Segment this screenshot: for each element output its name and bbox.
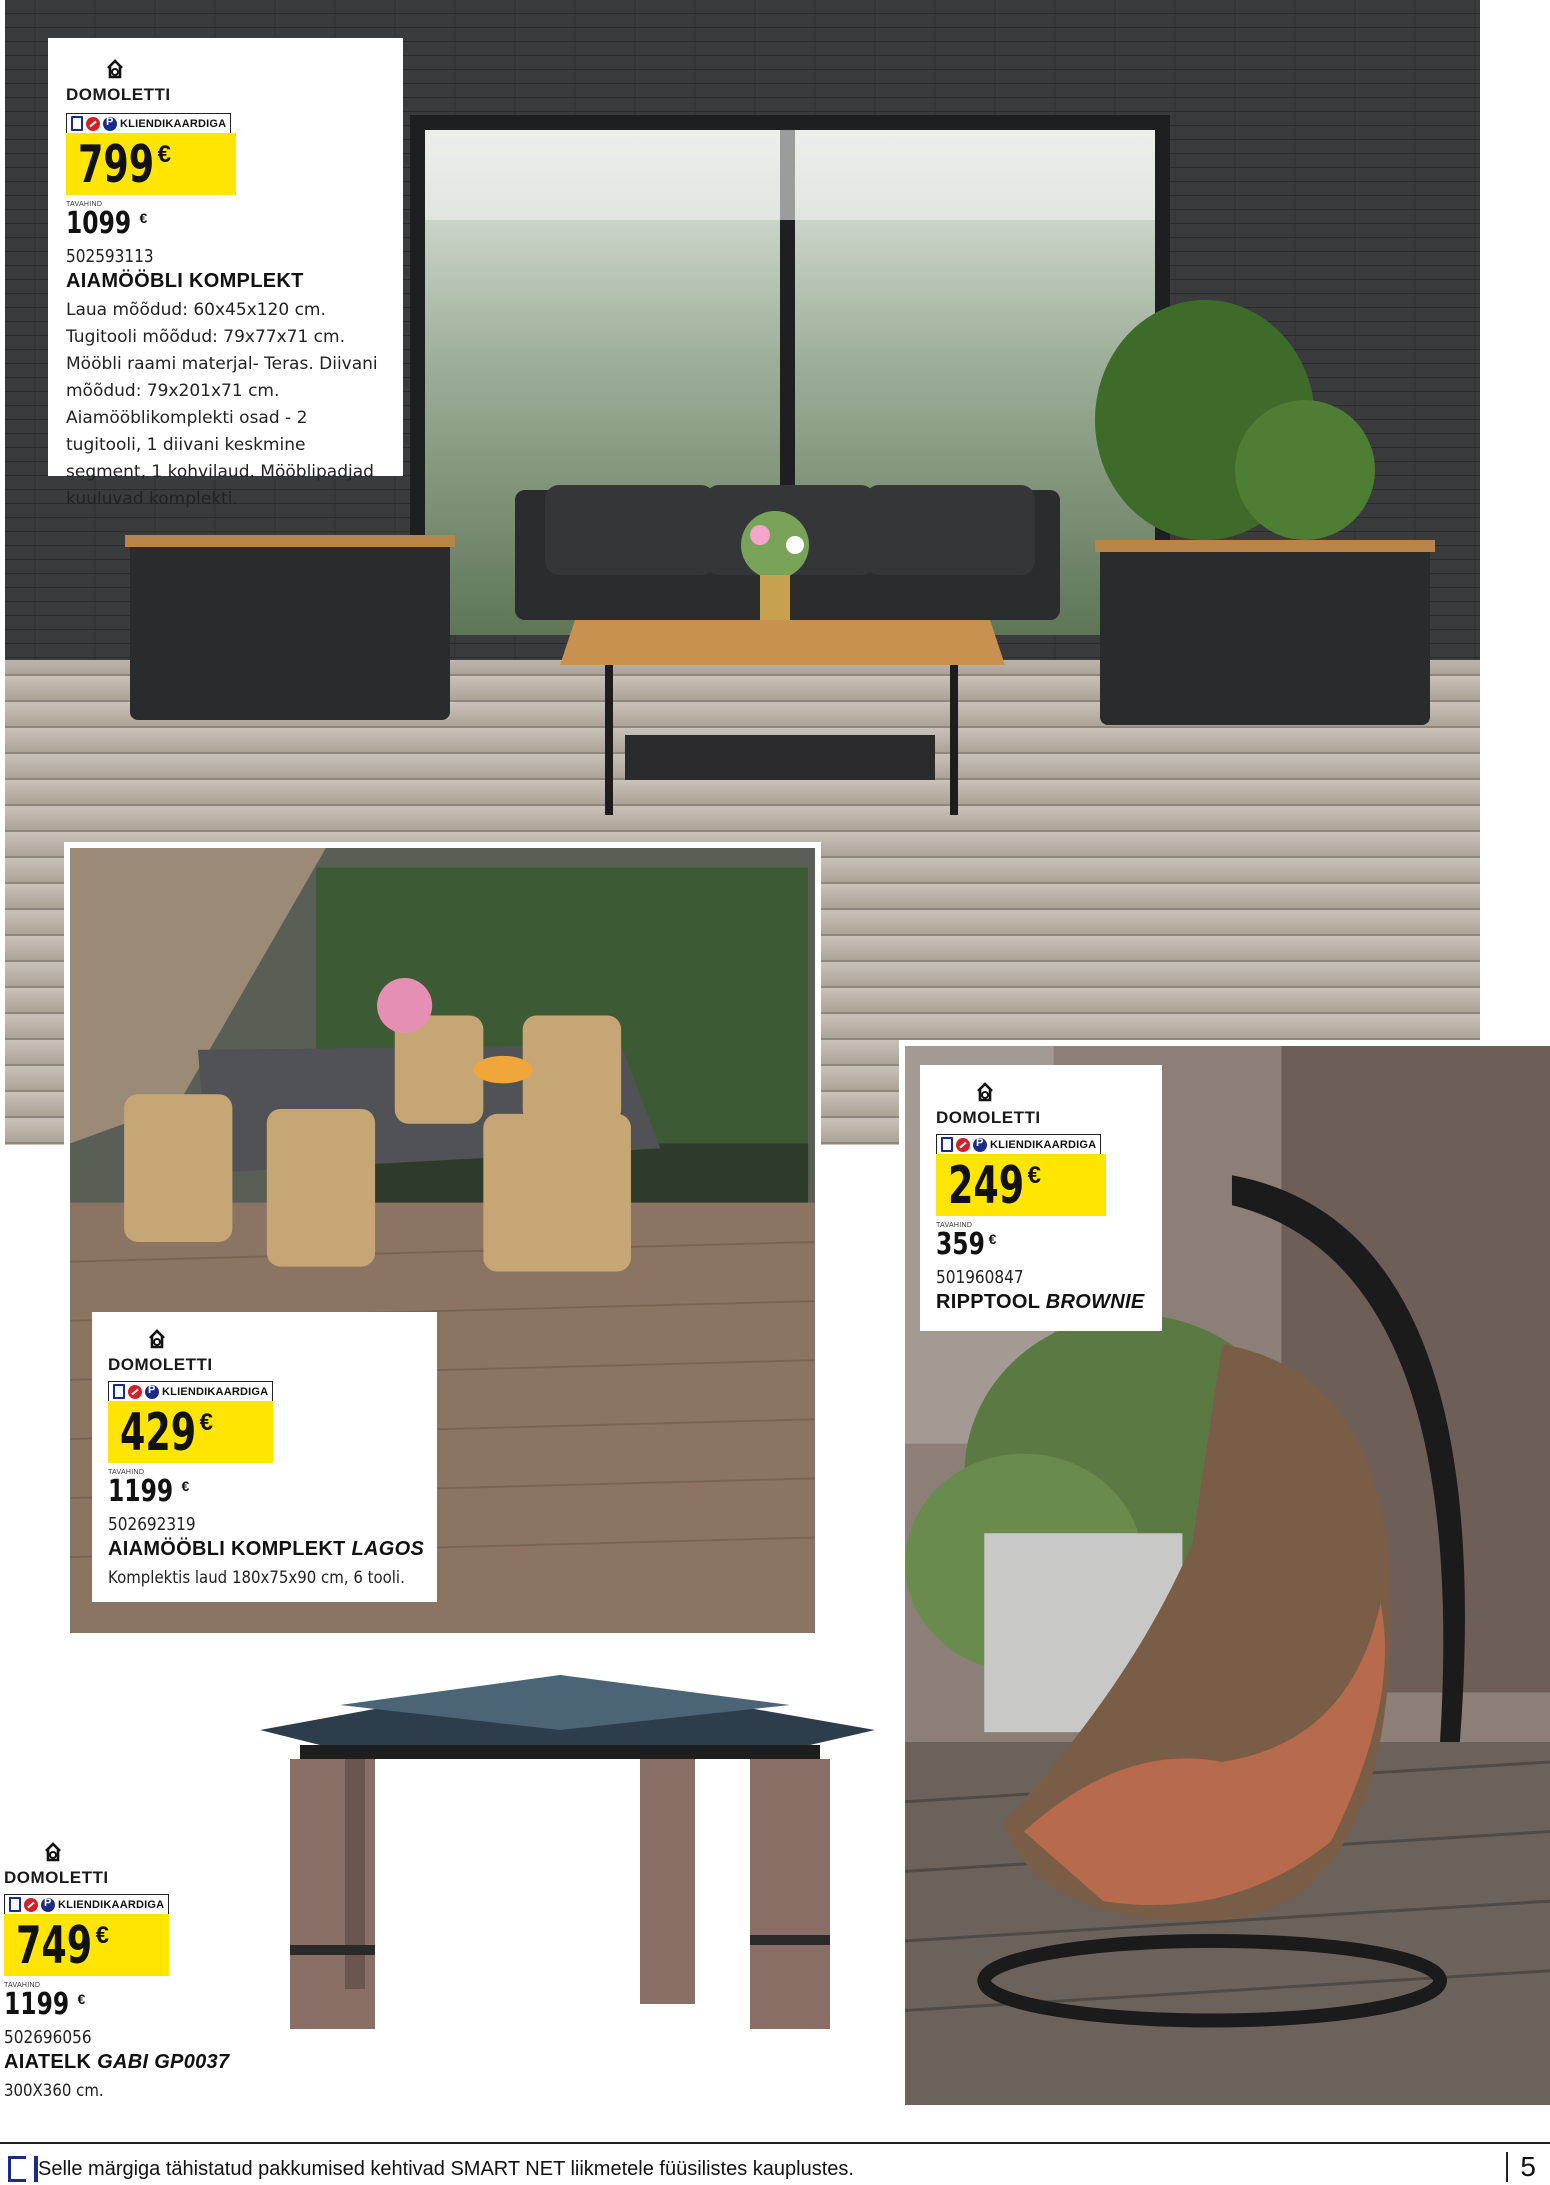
loyalty-card-icon <box>941 1137 953 1152</box>
product-sku: 502593113 <box>66 246 154 267</box>
currency-symbol: € <box>1027 1162 1042 1189</box>
smart-net-bracket-icon <box>8 2156 26 2182</box>
loyalty-label: KLIENDIKAARDIGA <box>990 1138 1097 1151</box>
product-name-text: AIAMÖÖBLI KOMPLEKT <box>108 1538 346 1560</box>
loyalty-strip <box>4 1894 169 1914</box>
regular-price <box>66 208 385 240</box>
brand-block <box>66 54 385 105</box>
domoletti-logo-icon <box>142 1324 172 1354</box>
currency-symbol: € <box>157 141 172 168</box>
regular-price-label: TAVAHIND <box>66 201 103 208</box>
regular-price-currency: € <box>988 1231 997 1247</box>
product-description: Komplektis laud 180x75x90 cm, 6 tooli. <box>108 1568 405 1588</box>
regular-price-currency: € <box>139 210 148 226</box>
regular-price <box>4 1989 246 2021</box>
no-entry-icon <box>24 1898 38 1912</box>
footer-disclaimer: Selle märgiga tähistatud pakkumised kehtivad SMART NET liikmetele füüsilistes kauplustes. <box>38 2158 854 2180</box>
product-name-model: LAGOS <box>351 1538 425 1560</box>
brand-block <box>4 1837 246 1888</box>
regular-price-label: TAVAHIND <box>936 1222 973 1229</box>
domoletti-logo-icon <box>38 1837 68 1867</box>
sale-price: 429 <box>120 1403 197 1463</box>
regular-price-value: 359 <box>936 1227 985 1262</box>
product-sku: 501960847 <box>936 1267 1024 1288</box>
no-entry-icon <box>86 117 100 131</box>
loyalty-label: KLIENDIKAARDIGA <box>58 1898 165 1911</box>
product-description: Laua mõõdud: 60x45x120 cm. Tugitooli mõõdud: 79x77x71 cm. Mööbli raami materjal- Teras. Diivani mõõdud: 79x201x71 cm. Aiamööblikomplekti osad - 2 tugitooli, 1 diivani keskmine segment, 1 kohvilaud. Mööblipadjad kuuluvad komplekti. <box>66 300 378 509</box>
price-badge <box>4 1914 169 1976</box>
loyalty-strip <box>108 1381 273 1401</box>
product-card-sofa-set <box>48 38 403 509</box>
product-name-text: AIAMÖÖBLI KOMPLEKT <box>66 270 304 292</box>
page-footer <box>0 2142 1550 2185</box>
parking-icon <box>41 1898 55 1912</box>
product-card-dining-set <box>92 1312 437 1602</box>
brand-name: DOMOLETTI <box>66 85 171 104</box>
currency-symbol: € <box>199 1409 214 1436</box>
domoletti-logo-icon <box>970 1077 1000 1107</box>
product-name-text: RIPPTOOL <box>936 1291 1040 1313</box>
product-name <box>66 270 385 293</box>
regular-price <box>936 1229 1146 1261</box>
sale-price: 799 <box>78 135 155 195</box>
sale-price: 749 <box>16 1916 93 1976</box>
no-entry-icon <box>956 1138 970 1152</box>
parking-icon <box>973 1138 987 1152</box>
regular-price <box>108 1476 421 1508</box>
loyalty-strip <box>936 1134 1101 1154</box>
brand-block <box>936 1077 1146 1128</box>
product-sku: 502696056 <box>4 2027 92 2048</box>
regular-price-value: 1099 <box>66 206 132 241</box>
regular-price-currency: € <box>181 1478 190 1494</box>
regular-price-label: TAVAHIND <box>108 1469 145 1476</box>
parking-icon <box>103 117 117 131</box>
regular-price-value: 1199 <box>108 1474 174 1509</box>
price-badge <box>108 1401 273 1463</box>
loyalty-card-icon <box>9 1897 21 1912</box>
loyalty-card-icon <box>71 116 83 131</box>
brand-block <box>108 1324 421 1375</box>
parking-icon <box>145 1385 159 1399</box>
product-name-model: GABI GP0037 <box>97 2051 230 2073</box>
regular-price-label: TAVAHIND <box>4 1982 41 1989</box>
product-card-gazebo <box>0 1825 250 2125</box>
product-sku: 502692319 <box>108 1514 196 1535</box>
brand-name: DOMOLETTI <box>108 1355 213 1374</box>
brand-name: DOMOLETTI <box>4 1868 109 1887</box>
loyalty-label: KLIENDIKAARDIGA <box>120 117 227 130</box>
regular-price-value: 1199 <box>4 1987 70 2022</box>
price-badge <box>936 1154 1106 1216</box>
page-number: 5 <box>1506 2152 1536 2182</box>
product-description: 300X360 cm. <box>4 2081 104 2101</box>
product-name <box>108 1538 425 1561</box>
photo-gazebo-gabi <box>250 1675 880 2040</box>
domoletti-logo-icon <box>100 54 130 84</box>
price-badge <box>66 133 236 195</box>
product-name-text: AIATELK <box>4 2051 92 2073</box>
loyalty-strip <box>66 113 231 133</box>
product-name <box>4 2051 246 2074</box>
product-name-model: BROWNIE <box>1045 1291 1145 1313</box>
regular-price-currency: € <box>77 1991 86 2007</box>
sale-price: 249 <box>948 1156 1025 1216</box>
no-entry-icon <box>128 1385 142 1399</box>
brand-name: DOMOLETTI <box>936 1108 1041 1127</box>
product-name <box>936 1291 1146 1314</box>
loyalty-label: KLIENDIKAARDIGA <box>162 1385 269 1398</box>
currency-symbol: € <box>95 1922 110 1949</box>
loyalty-card-icon <box>113 1384 125 1399</box>
product-card-hanging-chair <box>920 1065 1162 1331</box>
